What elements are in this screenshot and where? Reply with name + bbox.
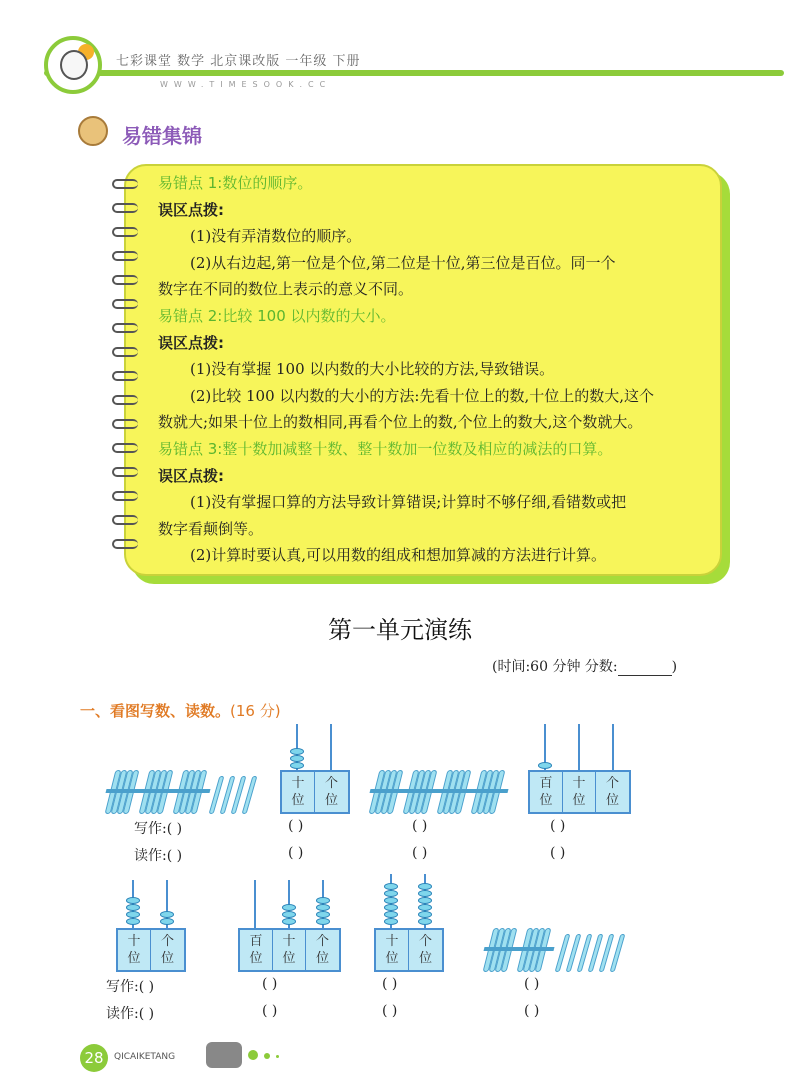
- mistake-point-2: 易错点 2:比较 100 以内数的大小。: [158, 306, 396, 325]
- answer-blank[interactable]: ( ): [412, 845, 428, 861]
- tip-line: 数字在不同的数位上表示的意义不同。: [158, 280, 414, 299]
- tips-label: 误区点拨:: [158, 466, 224, 485]
- stick-bundle-icon: [372, 770, 402, 814]
- abacus-tens-ones: 十 位 个 位: [374, 874, 444, 972]
- mascot-icon: [78, 116, 108, 146]
- abacus-hundreds-tens-ones: 百 位 十 位 个 位: [238, 880, 342, 972]
- tip-line: (2)从右边起,第一位是个位,第二位是十位,第三位是百位。同一个: [190, 253, 616, 272]
- stick-bundle-icon: [474, 770, 504, 814]
- write-label: 写作:( ): [106, 979, 155, 995]
- panda-icon: [60, 50, 88, 80]
- stick-bundle-icon: [108, 770, 138, 814]
- mascot-tv-icon: [206, 1042, 242, 1068]
- tips-label: 误区点拨:: [158, 333, 224, 352]
- dot-icon: [276, 1055, 279, 1058]
- question-1-title: 一、看图写数、读数。(16 分): [80, 702, 281, 720]
- time-close: ): [671, 659, 678, 675]
- ring-icon: [112, 251, 138, 261]
- dot-icon: [248, 1050, 258, 1060]
- answer-blank[interactable]: ( ): [550, 845, 566, 861]
- unit-title: 第一单元演练: [328, 616, 472, 644]
- stick-bundle-icon: [440, 770, 470, 814]
- stick-bundle-icon: [142, 770, 172, 814]
- stick-bundle-icon: [406, 770, 436, 814]
- tip-line: 数字看颠倒等。: [158, 519, 264, 538]
- tip-line: (1)没有掌握 100 以内数的大小比较的方法,导致错误。: [190, 360, 555, 379]
- spiral-binding: [112, 175, 142, 575]
- ring-icon: [112, 323, 138, 333]
- mascot-logo-icon: [44, 36, 102, 94]
- answer-blank[interactable]: ( ): [262, 976, 278, 992]
- mistake-notes: [158, 170, 718, 569]
- tips-label: 误区点拨:: [158, 200, 224, 219]
- ring-icon: [112, 515, 138, 525]
- series-title: 七彩课堂 数学 北京课改版 一年级 下册: [116, 54, 361, 69]
- abacus-tens-ones: 十 位 个 位: [116, 880, 186, 972]
- page-number: 28: [80, 1044, 108, 1072]
- answer-blank[interactable]: ( ): [382, 1003, 398, 1019]
- tip-line: (1)没有弄清数位的顺序。: [190, 227, 362, 246]
- tip-line: 数就大;如果十位上的数相同,再看个位上的数,个位上的数大,这个数就大。: [158, 413, 643, 432]
- tip-line: (2)比较 100 以内数的大小的方法:先看十位上的数,十位上的数大,这个: [190, 386, 655, 405]
- ring-icon: [112, 203, 138, 213]
- read-label: 读作:( ): [134, 848, 183, 864]
- stick-bundle-icon: [176, 770, 206, 814]
- answer-blank[interactable]: ( ): [412, 818, 428, 834]
- tip-line: (1)没有掌握口算的方法导致计算错误;计算时不够仔细,看错数或把: [190, 493, 627, 512]
- header-bar: [44, 70, 784, 76]
- time-score-line: [492, 656, 677, 676]
- ring-icon: [112, 227, 138, 237]
- tip-line: (2)计算时要认真,可以用数的组成和想加算减的方法进行计算。: [190, 546, 607, 565]
- ring-icon: [112, 275, 138, 285]
- mistake-point-1: 易错点 1:数位的顺序。: [158, 174, 313, 192]
- header-url: WWW.TIMESOOK.CC: [160, 80, 332, 89]
- abacus-hundreds-tens-ones: 百 位 十 位 个 位: [528, 724, 632, 814]
- mistake-point-3: 易错点 3:整十数加减整十数、整十数加一位数及相应的减法的口算。: [158, 439, 613, 458]
- write-label: 写作:( ): [134, 821, 183, 837]
- ring-icon: [112, 395, 138, 405]
- ring-icon: [112, 443, 138, 453]
- section-title: 易错集锦: [122, 124, 202, 148]
- answer-blank[interactable]: ( ): [262, 1003, 278, 1019]
- answer-blank[interactable]: ( ): [550, 818, 566, 834]
- dot-icon: [264, 1053, 270, 1059]
- ring-icon: [112, 467, 138, 477]
- answer-blank[interactable]: ( ): [288, 845, 304, 861]
- ring-icon: [112, 491, 138, 501]
- answer-blank[interactable]: ( ): [524, 1003, 540, 1019]
- stick-bundle-icon: [520, 928, 550, 972]
- score-blank[interactable]: [618, 662, 672, 676]
- ring-icon: [112, 371, 138, 381]
- ring-icon: [112, 299, 138, 309]
- stick-bundle-icon: [486, 928, 516, 972]
- footer-brand: QICAIKETANG: [114, 1052, 176, 1062]
- ring-icon: [112, 347, 138, 357]
- answer-blank[interactable]: ( ): [288, 818, 304, 834]
- ring-icon: [112, 179, 138, 189]
- ring-icon: [112, 419, 138, 429]
- time-text: (时间:60 分钟 分数:: [492, 659, 618, 675]
- ring-icon: [112, 539, 138, 549]
- answer-blank[interactable]: ( ): [524, 976, 540, 992]
- answer-blank[interactable]: ( ): [382, 976, 398, 992]
- read-label: 读作:( ): [106, 1006, 155, 1022]
- abacus-tens-ones: 十 位 个 位: [280, 724, 350, 814]
